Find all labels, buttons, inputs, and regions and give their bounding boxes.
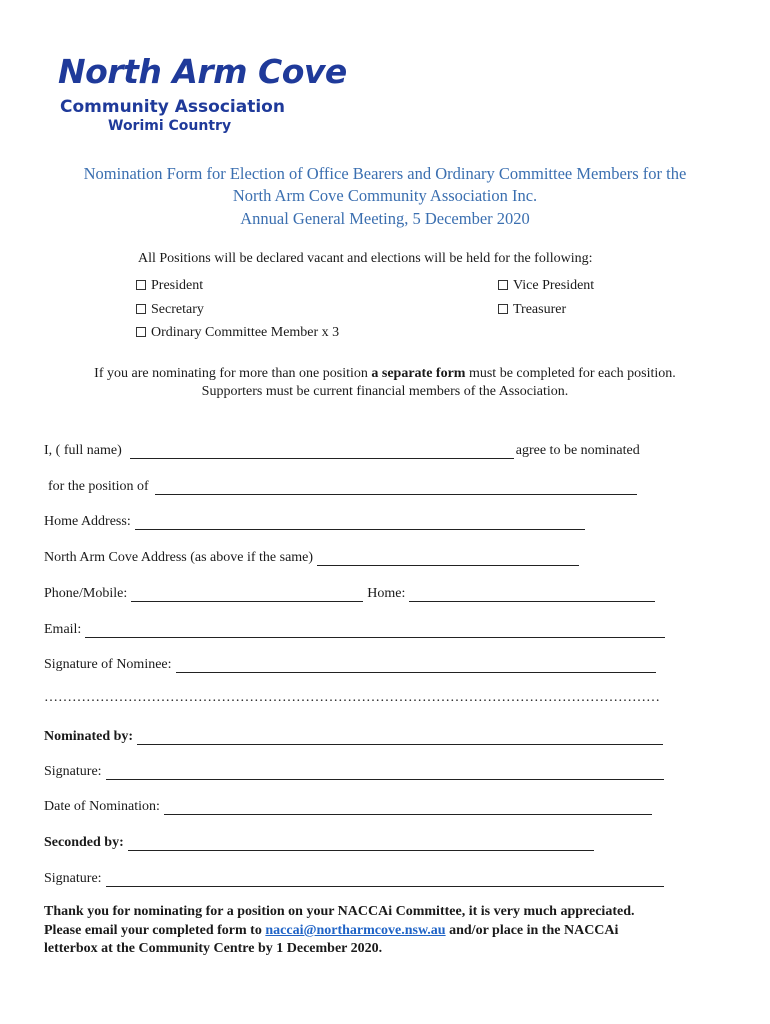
separator-dots: …………………………………………………………………………………………………………………… [44, 690, 660, 705]
form-title-line3: Annual General Meeting, 5 December 2020 [240, 209, 530, 228]
association-logo [58, 52, 347, 142]
seconder-signature-row: Signature: [44, 869, 666, 887]
nominator-signature-field[interactable] [106, 766, 664, 780]
checkbox-icon[interactable] [136, 280, 146, 290]
nomination-date-field[interactable] [164, 801, 652, 815]
nac-address-row: North Arm Cove Address (as above if the same) [44, 548, 581, 566]
thank-you-text: Thank you for nominating for a position on your NACCAi Committee, it is very much appreciated. [44, 904, 635, 919]
seconded-by-row: Seconded by: [44, 833, 596, 851]
position-ordinary-member[interactable]: Ordinary Committee Member x 3 [136, 325, 339, 341]
logo-subtitle: Community Association [60, 97, 285, 117]
nominator-signature-row: Signature: [44, 762, 666, 780]
email-link[interactable]: naccai@northarmcove.nsw.au [265, 923, 446, 938]
home-address-field[interactable] [135, 516, 585, 530]
nominated-by-row: Nominated by: [44, 727, 665, 745]
logo-title: North Arm Cove [58, 52, 347, 91]
checkbox-icon[interactable] [136, 327, 146, 337]
position-treasurer[interactable]: Treasurer [498, 302, 566, 318]
checkbox-icon[interactable] [136, 304, 146, 314]
position-vice-president[interactable]: Vice President [498, 278, 594, 294]
checkbox-icon[interactable] [498, 280, 508, 290]
nomination-date-row: Date of Nomination: [44, 797, 654, 815]
seconded-by-field[interactable] [128, 837, 594, 851]
full-name-row: I, ( full name) agree to be nominated [44, 443, 640, 458]
nac-address-field[interactable] [317, 552, 579, 566]
phone-row: Phone/Mobile: Home: [44, 584, 657, 602]
supporters-note: Supporters must be current financial members of the Association. [201, 384, 569, 399]
nominee-signature-field[interactable] [176, 659, 656, 673]
position-row: for the position of [48, 477, 639, 495]
deadline-text: letterbox at the Community Centre by 1 December 2020. [44, 941, 383, 956]
email-field[interactable] [85, 624, 665, 638]
position-field[interactable] [155, 481, 637, 495]
phone-field[interactable] [131, 588, 363, 602]
form-title-line1: Nomination Form for Election of Office Bearers and Ordinary Committee Members for the [83, 164, 687, 183]
email-row: Email: [44, 620, 667, 638]
checkbox-icon[interactable] [498, 304, 508, 314]
position-secretary[interactable]: Secretary [136, 302, 204, 318]
email-instruction: Please email your completed form to naccai@northarmcove.nsw.au and/or place in the NACCAi [44, 923, 619, 938]
full-name-field[interactable] [130, 445, 514, 459]
nominated-by-field[interactable] [137, 731, 663, 745]
home-phone-field[interactable] [409, 588, 655, 602]
home-address-row: Home Address: [44, 512, 587, 530]
position-president[interactable]: President [136, 278, 203, 294]
form-title-line2: North Arm Cove Community Association Inc. [232, 186, 538, 205]
seconder-signature-field[interactable] [106, 873, 664, 887]
logo-country: Worimi Country [108, 118, 232, 134]
separate-form-note: If you are nominating for more than one position a separate form must be completed for each position. [94, 366, 676, 381]
nominee-signature-row: Signature of Nominee: [44, 655, 658, 673]
positions-intro: All Positions will be declared vacant and elections will be held for the following: [138, 251, 593, 266]
